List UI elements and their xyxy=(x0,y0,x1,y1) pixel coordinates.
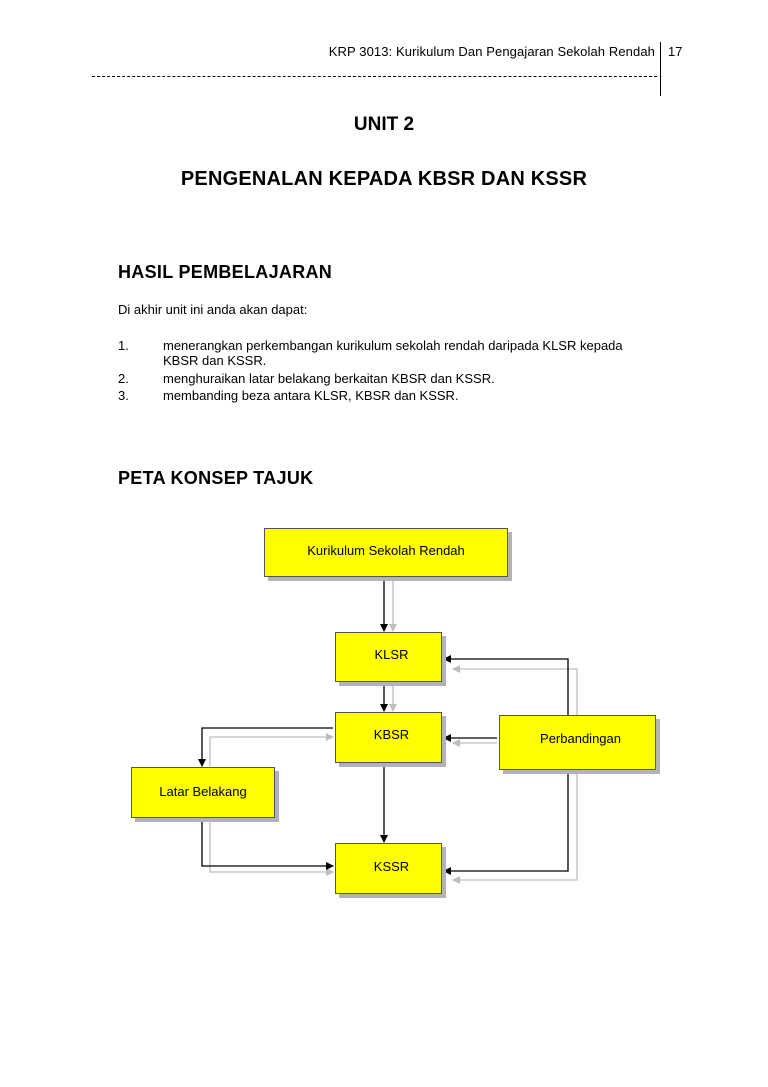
main-title: PENGENALAN KEPADA KBSR DAN KSSR xyxy=(180,168,588,190)
learning-outcomes-intro: Di akhir unit ini anda akan dapat: xyxy=(118,302,308,317)
node-label: KBSR xyxy=(373,727,410,742)
node-klsr xyxy=(335,632,442,682)
node-label: Latar Belakang xyxy=(159,784,247,799)
connector-banding-to-kssr xyxy=(444,770,568,871)
outcome-text-line: KBSR dan KSSR. xyxy=(163,353,267,368)
page-number: 17 xyxy=(668,44,683,59)
learning-outcomes-heading: HASIL PEMBELAJARAN xyxy=(118,262,333,282)
connector-kbsr-to-latar xyxy=(202,728,333,766)
node-kurikulum-sekolah-rendah xyxy=(264,528,508,577)
shadow-connector xyxy=(453,669,577,715)
unit-title: UNIT 2 xyxy=(353,114,415,135)
node-latar-belakang xyxy=(131,767,275,818)
concept-map-heading: PETA KONSEP TAJUK xyxy=(118,468,314,488)
node-label: KSSR xyxy=(373,859,410,874)
outcome-text-line: menerangkan perkembangan kurikulum sekolah rendah daripada KLSR kepada xyxy=(163,338,623,353)
outcome-text: membanding beza antara KLSR, KBSR dan KSSR. xyxy=(163,388,459,403)
connector-latar-to-kssr xyxy=(202,818,333,866)
outcome-text: menghuraikan latar belakang berkaitan KBSR dan KSSR. xyxy=(163,371,495,386)
node-perbandingan xyxy=(499,715,656,770)
connector-banding-to-klsr xyxy=(444,659,568,715)
shadow-connector xyxy=(210,737,333,766)
outcome-number: 2. xyxy=(118,371,129,386)
outcome-number: 3. xyxy=(118,388,129,403)
node-kssr xyxy=(335,843,442,894)
node-kbsr xyxy=(335,712,442,763)
shadow-connector xyxy=(453,774,577,880)
node-label: Kurikulum Sekolah Rendah xyxy=(307,543,465,558)
running-header: KRP 3013: Kurikulum Dan Pengajaran Sekolah Rendah xyxy=(328,44,655,59)
outcome-number: 1. xyxy=(118,338,129,353)
shadow-connector xyxy=(210,822,333,872)
node-label: KLSR xyxy=(374,647,409,662)
node-label: Perbandingan xyxy=(540,731,621,746)
